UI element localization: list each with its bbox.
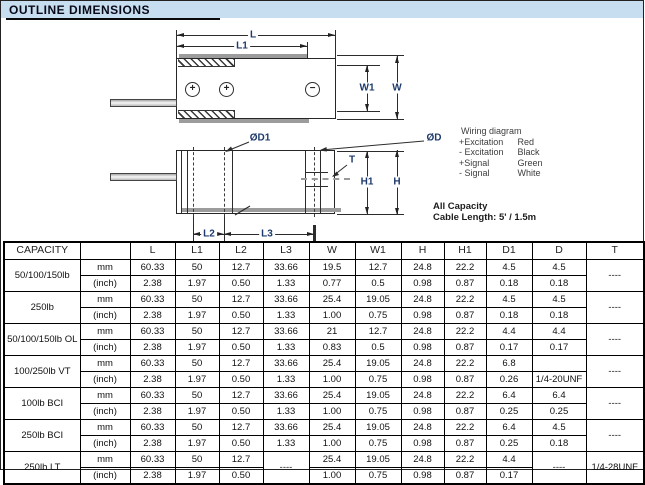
body-edge-line	[181, 151, 182, 213]
table-cell: mm	[80, 324, 130, 340]
table-cell: 1.97	[175, 404, 219, 420]
top-view-hatch-top	[178, 59, 235, 67]
table-cell: 0.50	[219, 468, 263, 485]
table-cell: 6.8	[486, 356, 532, 372]
dim-label-T: T	[348, 154, 356, 166]
table-cell: 12.7	[355, 324, 401, 340]
table-cell: 0.75	[355, 436, 401, 452]
table-cell: 50	[175, 356, 219, 372]
table-cell: 0.18	[486, 308, 532, 324]
table-cell: 1/4-28UNF	[586, 452, 644, 485]
table-cell: 25.4	[309, 420, 355, 436]
table-cell: 2.38	[130, 372, 175, 388]
table-cell: (inch)	[80, 276, 130, 292]
wiring-row	[459, 168, 543, 179]
table-cell: ----	[586, 388, 644, 420]
dim-label-L: L	[249, 29, 257, 41]
table-cell: 50	[175, 260, 219, 276]
wiring-value: Green	[517, 157, 543, 168]
cable-top-view	[110, 99, 177, 107]
table-cell: 21	[309, 324, 355, 340]
table-cell: ----	[532, 452, 586, 485]
table-cell: 12.7	[355, 260, 401, 276]
wiring-diagram	[459, 126, 543, 179]
table-cell: 1.33	[263, 372, 309, 388]
table-cell: 0.50	[219, 436, 263, 452]
table-cell: 22.2	[444, 292, 486, 308]
table-cell: 22.2	[444, 420, 486, 436]
table-cell: 60.33	[130, 356, 175, 372]
arrowhead	[365, 104, 369, 111]
table-cell: 0.98	[401, 340, 444, 356]
arrowhead	[365, 151, 369, 158]
table-cell: 2.38	[130, 468, 175, 485]
table-cell: 33.66	[263, 292, 309, 308]
table-cell: 0.5	[355, 340, 401, 356]
column-header: D	[532, 242, 586, 260]
table-cell: mm	[80, 292, 130, 308]
table-cell: 2.38	[130, 276, 175, 292]
table-cell: ----	[586, 292, 644, 324]
table-cell: 1.97	[175, 340, 219, 356]
table-cell: 0.50	[219, 276, 263, 292]
table-cell: 50	[175, 324, 219, 340]
table-cell: 50	[175, 420, 219, 436]
dim-label-W1: W1	[359, 82, 375, 94]
wiring-label: +Excitation	[459, 136, 504, 147]
wiring-value: White	[517, 168, 541, 178]
arrowhead	[307, 232, 314, 236]
table-row-mm	[4, 420, 644, 436]
table-cell: 33.66	[263, 324, 309, 340]
wiring-row	[459, 158, 543, 169]
table-cell: 1.33	[263, 436, 309, 452]
top-view-hatch-bottom	[178, 110, 235, 118]
table-cell: 0.77	[309, 276, 355, 292]
column-header: L1	[175, 242, 219, 260]
arrowhead	[177, 33, 184, 37]
table-cell: 24.8	[401, 452, 444, 468]
table-header-row	[4, 242, 644, 260]
table-cell: 1.97	[175, 276, 219, 292]
body-edge-line	[232, 151, 233, 213]
top-view-bottom-shading	[179, 119, 309, 123]
arrowhead	[365, 65, 369, 72]
arrowhead	[395, 150, 399, 157]
table-cell: 2.38	[130, 436, 175, 452]
table-cell: 1.00	[309, 372, 355, 388]
table-cell	[532, 356, 586, 372]
table-cell: 50	[175, 452, 219, 468]
table-cell: 0.98	[401, 436, 444, 452]
arrowhead	[217, 232, 224, 236]
table-row-mm	[4, 356, 644, 372]
table-cell: 12.7	[219, 260, 263, 276]
table-cell: 4.4	[486, 452, 532, 468]
table-cell: 19.05	[355, 388, 401, 404]
table-cell: 1.97	[175, 308, 219, 324]
table-cell: 22.2	[444, 260, 486, 276]
mounting-hole-plus-icon: +	[219, 82, 234, 97]
table-cell: 0.98	[401, 468, 444, 485]
table-cell: 25.4	[309, 388, 355, 404]
table-cell: 1.97	[175, 372, 219, 388]
table-cell: 0.50	[219, 404, 263, 420]
extension-line	[337, 119, 404, 120]
column-header: T	[586, 242, 644, 260]
table-cell: 0.17	[486, 340, 532, 356]
cable-side-view	[110, 173, 177, 181]
table-cell: 0.50	[219, 308, 263, 324]
table-cell: 12.7	[219, 388, 263, 404]
side-view-bottom-shading	[181, 208, 341, 212]
table-cell: 2.38	[130, 404, 175, 420]
table-cell: 33.66	[263, 420, 309, 436]
table-cell: 4.5	[532, 292, 586, 308]
wiring-label: - Signal	[459, 168, 490, 178]
arrowhead	[395, 56, 399, 63]
table-cell: 24.8	[401, 260, 444, 276]
wiring-row	[459, 137, 543, 148]
table-cell: mm	[80, 388, 130, 404]
table-cell: 0.98	[401, 404, 444, 420]
dim-label-W: W	[392, 82, 402, 94]
table-cell: 1.00	[309, 468, 355, 485]
hole-centerline	[224, 147, 225, 217]
thread-centerline	[301, 178, 350, 180]
wiring-title: Wiring diagram	[461, 126, 522, 136]
table-cell: 12.7	[219, 324, 263, 340]
table-cell: 50	[175, 292, 219, 308]
table-cell: 2.38	[130, 340, 175, 356]
body-edge-line	[187, 151, 188, 213]
column-header: CAPACITY	[4, 242, 80, 260]
hole-centerline	[314, 147, 315, 217]
table-cell: 0.87	[444, 340, 486, 356]
table-cell: 19.05	[355, 356, 401, 372]
table-cell: 1.00	[309, 404, 355, 420]
table-cell: 6.4	[532, 388, 586, 404]
table-cell: 1.33	[263, 276, 309, 292]
table-cell: 1.97	[175, 436, 219, 452]
table-cell: ----	[263, 452, 309, 485]
table-row-inch	[4, 436, 644, 452]
leader-line-D	[321, 141, 424, 150]
mounting-hole-minus-icon: −	[305, 82, 320, 97]
table-cell: 0.75	[355, 468, 401, 485]
table-cell: 25.4	[309, 292, 355, 308]
table-cell: 6.4	[486, 388, 532, 404]
table-cell: (inch)	[80, 468, 130, 485]
dim-label-D: ØD	[426, 132, 442, 144]
table-cell: (inch)	[80, 308, 130, 324]
table-cell: 0.18	[486, 276, 532, 292]
page-title: OUTLINE DIMENSIONS	[9, 3, 151, 17]
arrowhead	[328, 33, 335, 37]
table-cell: 60.33	[130, 292, 175, 308]
arrowhead	[177, 44, 184, 48]
table-cell: 4.5	[486, 260, 532, 276]
table-cell: ----	[586, 260, 644, 292]
table-cell: mm	[80, 356, 130, 372]
column-header: W	[309, 242, 355, 260]
table-cell: 25.4	[309, 452, 355, 468]
column-header: W1	[355, 242, 401, 260]
table-cell: 0.98	[401, 276, 444, 292]
table-row-inch	[4, 372, 644, 388]
dim-label-H: H	[393, 176, 401, 188]
table-cell: 0.87	[444, 468, 486, 485]
extension-line	[193, 217, 194, 241]
table-cell: 0.87	[444, 404, 486, 420]
table-cell: 0.18	[532, 276, 586, 292]
table-row-inch	[4, 308, 644, 324]
extension-line	[224, 217, 225, 241]
column-header: L3	[263, 242, 309, 260]
table-cell: ----	[586, 324, 644, 356]
capacity-cell: 50/100/150lb	[4, 260, 80, 292]
table-cell: 22.2	[444, 356, 486, 372]
table-cell: 0.17	[532, 340, 586, 356]
table-row-mm	[4, 452, 644, 468]
table-cell: 1.33	[263, 404, 309, 420]
extension-line	[307, 42, 308, 58]
wiring-label: - Excitation	[459, 147, 504, 157]
table-row-mm	[4, 388, 644, 404]
table-cell: 33.66	[263, 388, 309, 404]
table-cell: 1/4-20UNF	[532, 372, 586, 388]
table-cell: 0.87	[444, 308, 486, 324]
table-cell: 0.98	[401, 372, 444, 388]
table-cell: mm	[80, 452, 130, 468]
table-cell: 19.05	[355, 420, 401, 436]
table-cell: 0.75	[355, 404, 401, 420]
table-cell: 1.33	[263, 308, 309, 324]
table-row-mm	[4, 324, 644, 340]
body-edge-line	[320, 151, 321, 213]
table-cell: 0.87	[444, 276, 486, 292]
table-cell: 60.33	[130, 324, 175, 340]
table-cell: 1.97	[175, 468, 219, 485]
table-row-inch	[4, 276, 644, 292]
leader-line-T	[333, 165, 347, 176]
table-cell: 22.2	[444, 388, 486, 404]
capacity-cell: 50/100/150lb OL	[4, 324, 80, 356]
arrowhead	[300, 44, 307, 48]
table-cell: 4.5	[486, 292, 532, 308]
table-cell: (inch)	[80, 340, 130, 356]
table-cell: 12.7	[219, 292, 263, 308]
table-cell: 0.83	[309, 340, 355, 356]
capacity-notes	[433, 202, 536, 223]
arrowhead	[193, 232, 200, 236]
dim-label-H1: H1	[360, 176, 374, 188]
table-cell: 24.8	[401, 292, 444, 308]
table-cell: 60.33	[130, 260, 175, 276]
table-cell: 0.50	[219, 340, 263, 356]
table-row-inch	[4, 404, 644, 420]
table-cell: (inch)	[80, 436, 130, 452]
capacity-cell: 250lb BCI	[4, 420, 80, 452]
column-header: L2	[219, 242, 263, 260]
table-cell: 33.66	[263, 356, 309, 372]
column-header: H1	[444, 242, 486, 260]
table-cell: 0.87	[444, 436, 486, 452]
table-cell: 0.18	[532, 436, 586, 452]
table-cell: 1.00	[309, 308, 355, 324]
table-cell: 0.5	[355, 276, 401, 292]
table-cell: 4.5	[532, 260, 586, 276]
dim-label-L3: L3	[261, 228, 273, 240]
arrowhead	[395, 208, 399, 215]
dim-label-L2: L2	[203, 228, 215, 240]
arrowhead	[224, 232, 231, 236]
capacity-cell: 250lb LT	[4, 452, 80, 485]
table-cell: 12.7	[219, 452, 263, 468]
table-cell: 22.2	[444, 324, 486, 340]
column-header: D1	[486, 242, 532, 260]
table-cell: 4.5	[532, 420, 586, 436]
capacity-cell: 100lb BCI	[4, 388, 80, 420]
table-row-inch	[4, 340, 644, 356]
extension-line	[335, 30, 336, 58]
table-cell: 1.00	[309, 436, 355, 452]
table-cell: 19.05	[355, 452, 401, 468]
threaded-hole-line	[305, 186, 328, 187]
table-cell: 6.4	[486, 420, 532, 436]
table-cell: 0.25	[486, 404, 532, 420]
table-cell: 0.98	[401, 308, 444, 324]
column-header: L	[130, 242, 175, 260]
table-cell: ----	[586, 420, 644, 452]
table-cell: 0.18	[532, 308, 586, 324]
table-cell: (inch)	[80, 372, 130, 388]
table-cell: 24.8	[401, 356, 444, 372]
extension-line	[337, 111, 380, 112]
dimensions-table	[3, 241, 645, 485]
table-cell: 4.4	[486, 324, 532, 340]
table-cell: 12.7	[219, 420, 263, 436]
body-edge-line	[305, 151, 306, 213]
arrowhead	[365, 207, 369, 214]
note-cable-length: Cable Length: 5' / 1.5m	[433, 211, 537, 223]
table-cell: 24.8	[401, 388, 444, 404]
table-cell: 0.75	[355, 372, 401, 388]
capacity-cell: 100/250lb VT	[4, 356, 80, 388]
table-cell: (inch)	[80, 404, 130, 420]
table-cell: mm	[80, 420, 130, 436]
column-header: H	[401, 242, 444, 260]
table-cell: 0.26	[486, 372, 532, 388]
table-cell: 0.75	[355, 308, 401, 324]
table-cell: 4.4	[532, 324, 586, 340]
load-cell-side-view-body	[176, 150, 335, 214]
table-cell: 60.33	[130, 452, 175, 468]
table-cell: mm	[80, 260, 130, 276]
table-cell: 50	[175, 388, 219, 404]
table-cell: ----	[586, 356, 644, 388]
table-cell: 0.25	[532, 404, 586, 420]
hole-centerline	[193, 147, 194, 217]
table-cell: 22.2	[444, 452, 486, 468]
table-cell: 60.33	[130, 420, 175, 436]
table-cell: 1.33	[263, 340, 309, 356]
note-all-capacity: All Capacity	[433, 201, 488, 212]
table-cell: 0.25	[486, 436, 532, 452]
table-row-mm	[4, 292, 644, 308]
table-cell: 0.50	[219, 372, 263, 388]
arrowhead	[395, 112, 399, 119]
wiring-label: +Signal	[459, 157, 490, 168]
capacity-cell: 250lb	[4, 292, 80, 324]
threaded-hole-line	[305, 172, 328, 173]
mounting-hole-plus-icon: +	[185, 82, 200, 97]
wiring-value: Red	[517, 136, 535, 147]
table-cell: 19.05	[355, 292, 401, 308]
table-cell: 2.38	[130, 308, 175, 324]
extension-line	[337, 65, 380, 66]
table-cell: 60.33	[130, 388, 175, 404]
table-cell: 24.8	[401, 420, 444, 436]
table-cell: 24.8	[401, 324, 444, 340]
table-cell: 12.7	[219, 356, 263, 372]
wiring-row	[459, 147, 543, 158]
table-cell: 0.17	[486, 468, 532, 485]
column-header	[80, 242, 130, 260]
table-cell: 25.4	[309, 356, 355, 372]
dim-label-D1: ØD1	[249, 132, 271, 144]
table-cell: 19.5	[309, 260, 355, 276]
table-row-mm	[4, 260, 644, 276]
wiring-value: Black	[517, 147, 540, 157]
table-body	[4, 260, 644, 485]
table-cell: 0.87	[444, 372, 486, 388]
table-cell: 33.66	[263, 260, 309, 276]
dim-label-L1: L1	[236, 40, 248, 52]
